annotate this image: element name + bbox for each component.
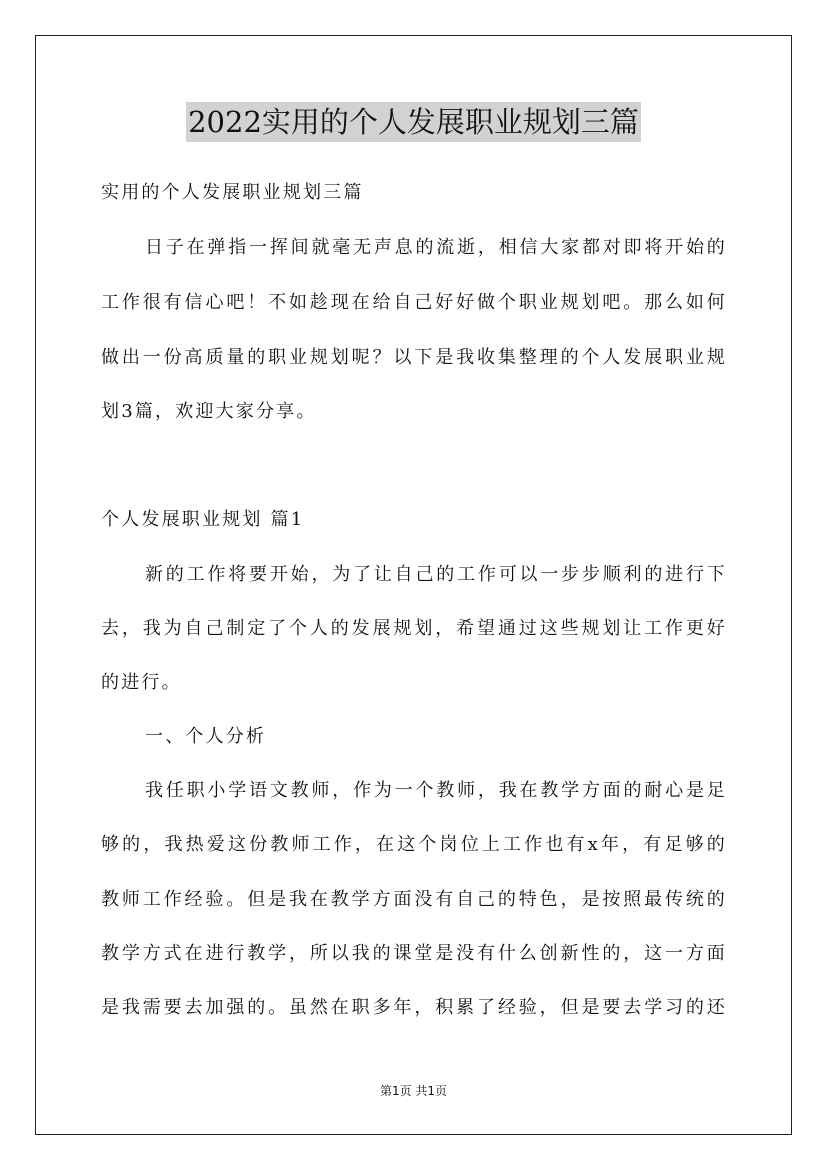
page-footer: 第1页 共1页 — [379, 1084, 448, 1098]
paragraph-line: 去，我为自己制定了个人的发展规划，希望通过这些规划让工作更好 — [101, 618, 727, 639]
paragraph-line: 的进行。 — [101, 672, 182, 693]
document-title: 2022实用的个人发展职业规划三篇 — [186, 102, 641, 142]
title-container — [0, 102, 827, 142]
paragraph-line: 我任职小学语文教师，作为一个教师，我在教学方面的耐心是足 — [145, 780, 727, 801]
paragraph-line: 新的工作将要开始，为了让自己的工作可以一步步顺利的进行下 — [145, 564, 727, 585]
paragraph-line: 划3篇，欢迎大家分享。 — [101, 401, 317, 422]
paragraph-line: 教学方式在进行教学，所以我的课堂是没有什么创新性的，这一方面 — [101, 943, 727, 964]
section-heading: 个人发展职业规划 篇1 — [101, 509, 305, 530]
paragraph-line: 教师工作经验。但是我在教学方面没有自己的特色，是按照最传统的 — [101, 889, 727, 910]
paragraph-line: 工作很有信心吧！不如趁现在给自己好好做个职业规划吧。那么如何 — [101, 292, 727, 313]
paragraph-line: 日子在弹指一挥间就毫无声息的流逝，相信大家都对即将开始的 — [145, 237, 727, 258]
paragraph-line: 是我需要去加强的。虽然在职多年，积累了经验，但是要去学习的还 — [101, 997, 727, 1018]
subsection-heading: 一、个人分析 — [145, 726, 267, 747]
subtitle-line: 实用的个人发展职业规划三篇 — [101, 182, 364, 203]
paragraph-line: 够的，我热爱这份教师工作，在这个岗位上工作也有x年，有足够的 — [101, 834, 727, 855]
paragraph-line: 做出一份高质量的职业规划呢？以下是我收集整理的个人发展职业规 — [101, 347, 727, 368]
